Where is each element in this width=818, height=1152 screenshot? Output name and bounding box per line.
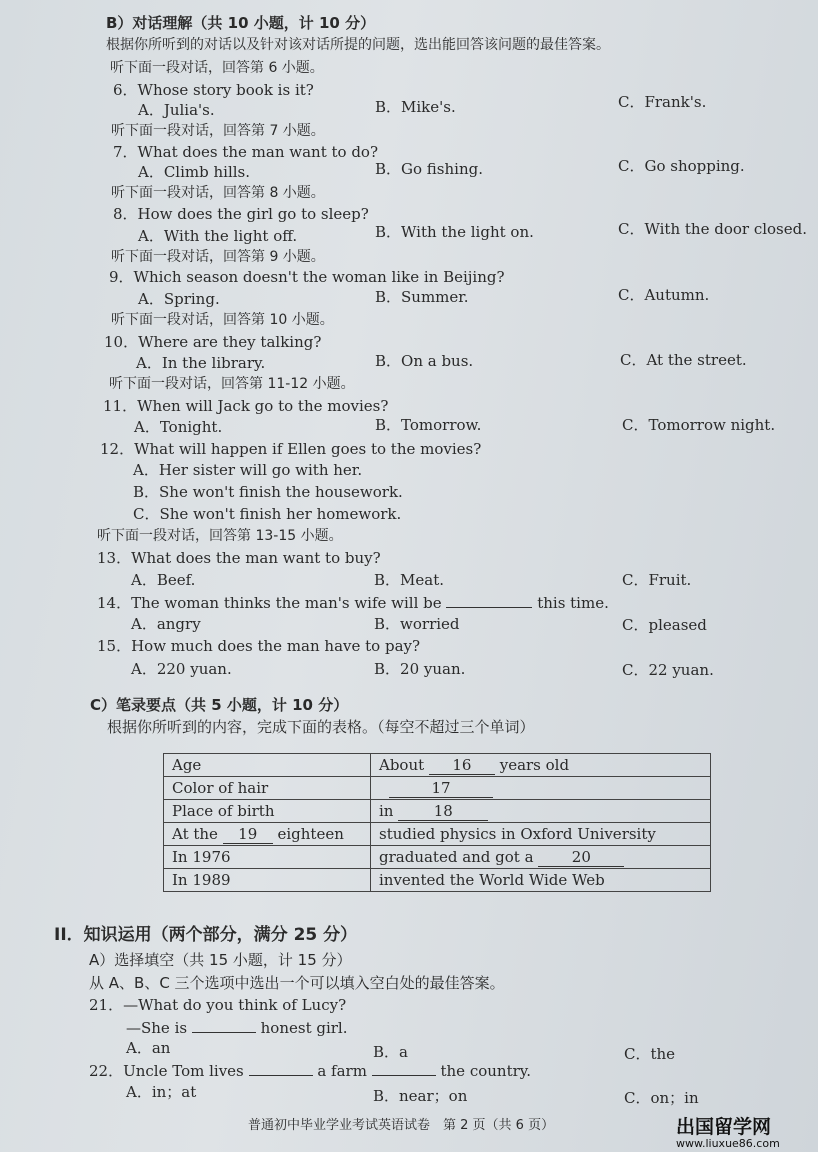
q7-lead: 听下面一段对话，回答第 7 小题。 — [111, 123, 325, 139]
q10-lead: 听下面一段对话，回答第 10 小题。 — [111, 312, 334, 328]
q6-option-b: B．Mike's. — [375, 98, 456, 116]
q12-question: 12．What will happen if Ellen goes to the movies? — [100, 440, 482, 458]
q14-question — [97, 593, 609, 612]
q21-line2-start: —She is — [126, 1019, 188, 1037]
table-row — [164, 846, 711, 869]
q6-option-c: C．Frank's. — [618, 93, 707, 111]
row-label-age: Age — [164, 754, 371, 777]
page-footer: 普通初中毕业学业考试英语试卷 第 2 页（共 6 页） — [248, 1118, 555, 1133]
q14-option-b: B．worried — [374, 615, 460, 633]
row-value-hair — [371, 777, 711, 800]
q9-option-b: B．Summer. — [375, 288, 469, 306]
q21-line2 — [126, 1018, 348, 1037]
site-watermark-logo — [676, 1112, 780, 1150]
table-row — [164, 777, 711, 800]
q13-option-b: B．Meat. — [374, 571, 444, 589]
q21-line1: 21．—What do you think of Lucy? — [89, 996, 347, 1014]
q22-option-b: B．near；on — [373, 1087, 468, 1105]
q8-lead: 听下面一段对话，回答第 8 小题。 — [111, 185, 325, 201]
section-c-instruction: 根据你所听到的内容，完成下面的表格。（每空不超过三个单词） — [107, 718, 535, 736]
q22-option-a: A．in；at — [126, 1083, 197, 1101]
row-label-eighteen — [164, 823, 371, 846]
q11-option-c: C．Tomorrow night. — [622, 416, 776, 434]
at-the-label: At the — [172, 824, 218, 843]
q9-option-a: A．Spring. — [138, 290, 220, 308]
row-label-1976: In 1976 — [164, 846, 371, 869]
row-value-1976 — [371, 846, 711, 869]
blank-16: 16 — [429, 756, 495, 775]
q9-lead: 听下面一段对话，回答第 9 小题。 — [111, 249, 325, 265]
q21-option-a: A．an — [126, 1039, 171, 1057]
part2-subtitle: A）选择填空（共 15 小题，计 15 分） — [89, 951, 352, 969]
age-suffix: years old — [499, 755, 570, 774]
q15-option-a: A．220 yuan. — [131, 660, 232, 678]
row-label-birth: Place of birth — [164, 800, 371, 823]
q10-question: 10．Where are they talking? — [104, 333, 322, 351]
watermark-url: www.liuxue86.com — [676, 1137, 780, 1150]
q22-option-c: C．on；in — [624, 1089, 699, 1107]
q21-blank — [192, 1018, 256, 1033]
row-value-eighteen: studied physics in Oxford University — [371, 823, 711, 846]
part2-instruction: 从 A、B、C 三个选项中选出一个可以填入空白处的最佳答案。 — [89, 974, 505, 992]
watermark-title: 出国留学网 — [676, 1116, 772, 1138]
q12-option-c: C．She won't finish her homework. — [133, 505, 402, 523]
age-prefix: About — [379, 755, 425, 774]
q22-blank-1 — [249, 1061, 313, 1076]
table-row — [164, 869, 711, 892]
blank-19: 19 — [223, 825, 273, 844]
row-value-age — [371, 754, 711, 777]
q7-question: 7．What does the man want to do? — [113, 143, 379, 161]
table-row — [164, 823, 711, 846]
q13-question: 13．What does the man want to buy? — [97, 549, 381, 567]
q14-blank — [446, 593, 532, 608]
q13-lead: 听下面一段对话，回答第 13-15 小题。 — [97, 528, 343, 544]
table-row — [164, 754, 711, 777]
q11-question: 11．When will Jack go to the movies? — [103, 397, 389, 415]
q6-lead: 听下面一段对话，回答第 6 小题。 — [110, 60, 324, 76]
birth-prefix: in — [379, 801, 394, 820]
blank-17: 17 — [389, 779, 493, 798]
blank-20: 20 — [538, 848, 624, 867]
q22-question-middle: a farm — [317, 1062, 367, 1080]
q22-question-end: the country. — [440, 1062, 532, 1080]
q10-option-a: A．In the library. — [136, 354, 266, 372]
q8-question: 8．How does the girl go to sleep? — [113, 205, 369, 223]
graduated-text: graduated and got a — [379, 847, 534, 866]
table-row — [164, 800, 711, 823]
q8-option-a: A．With the light off. — [138, 227, 298, 245]
q21-line2-end: honest girl. — [260, 1019, 348, 1037]
row-label-1989: In 1989 — [164, 869, 371, 892]
row-label-hair: Color of hair — [164, 777, 371, 800]
q11-option-a: A．Tonight. — [134, 418, 223, 436]
q9-question: 9．Which season doesn't the woman like in Beijing? — [109, 268, 505, 286]
q22-blank-2 — [372, 1061, 436, 1076]
part2-title: II．知识运用（两个部分，满分 25 分） — [54, 925, 358, 945]
q7-option-c: C．Go shopping. — [618, 157, 745, 175]
q11-option-b: B．Tomorrow. — [375, 416, 482, 434]
q14-question-start: 14．The woman thinks the man's wife will be — [97, 594, 442, 612]
q8-option-c: C．With the door closed. — [618, 220, 807, 238]
q6-question: 6．Whose story book is it? — [113, 81, 314, 99]
q14-question-end: this time. — [537, 594, 609, 612]
q7-option-b: B．Go fishing. — [375, 160, 483, 178]
eighteen-label: eighteen — [277, 824, 344, 843]
row-value-birth — [371, 800, 711, 823]
section-b-title: B）对话理解（共 10 小题，计 10 分） — [106, 14, 376, 32]
q12-option-b: B．She won't finish the housework. — [133, 483, 403, 501]
row-value-1989: invented the World Wide Web — [371, 869, 711, 892]
q15-option-c: C．22 yuan. — [622, 661, 714, 679]
q13-option-a: A．Beef. — [131, 571, 196, 589]
q6-option-a: A．Julia's. — [138, 101, 215, 119]
section-c-title: C）笔录要点（共 5 小题，计 10 分） — [90, 696, 349, 714]
q21-option-b: B．a — [373, 1043, 408, 1061]
q22-question-start: 22．Uncle Tom lives — [89, 1062, 244, 1080]
q15-option-b: B．20 yuan. — [374, 660, 466, 678]
section-b-instruction: 根据你所听到的对话以及针对该对话所提的问题，选出能回答该问题的最佳答案。 — [106, 37, 610, 53]
q14-option-a: A．angry — [131, 615, 201, 633]
blank-18: 18 — [398, 802, 488, 821]
q12-option-a: A．Her sister will go with her. — [133, 461, 363, 479]
q15-question: 15．How much does the man have to pay? — [97, 637, 421, 655]
q22-question — [89, 1061, 531, 1080]
q10-option-c: C．At the street. — [620, 351, 747, 369]
q21-option-c: C．the — [624, 1045, 676, 1063]
q7-option-a: A．Climb hills. — [138, 163, 251, 181]
q14-option-c: C．pleased — [622, 616, 707, 634]
q9-option-c: C．Autumn. — [618, 286, 710, 304]
notes-table — [163, 753, 711, 892]
q10-option-b: B．On a bus. — [375, 352, 474, 370]
q11-lead: 听下面一段对话，回答第 11-12 小题。 — [109, 376, 355, 392]
q8-option-b: B．With the light on. — [375, 223, 534, 241]
q13-option-c: C．Fruit. — [622, 571, 692, 589]
